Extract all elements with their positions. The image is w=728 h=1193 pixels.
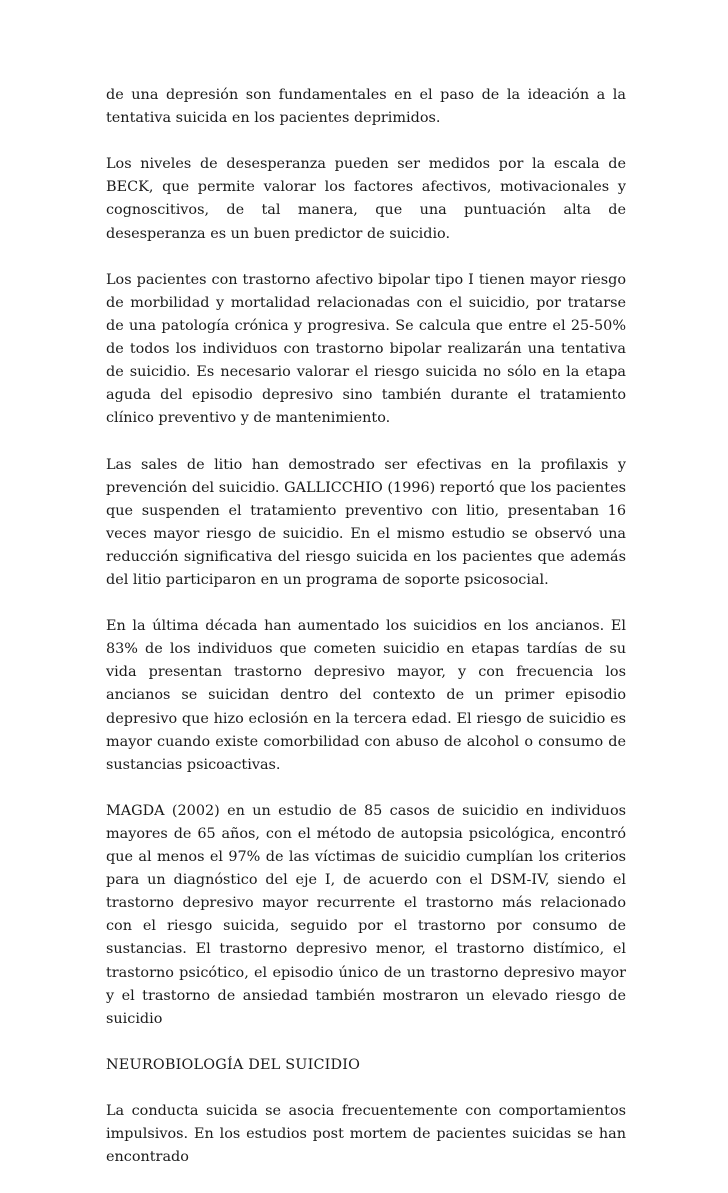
paragraph-suicidio-ancianos: En la última década han aumentado los suicidios en los ancianos. El 83% de los individuos que cometen suicidio en etapas tardías de su vida presentan trastorno depresivo mayor, y con frecuencia los ancianos se suicidan dentro del contexto de un primer episodio depresivo que hizo eclosión en la tercera edad. El riesgo de suicidio es mayor cuando existe comorbilidad con abuso de alcohol o consumo de sustancias psicoactivas. — [106, 618, 626, 773]
paragraph-estudio-magda: MAGDA (2002) en un estudio de 85 casos de suicidio en individuos mayores de 65 años, con el método de autopsia psicológica, encontró que al menos el 97% de las víctimas de suicidio cumplían los criterios para un diagnóstico del eje I, de acuerdo con el DSM-IV, siendo el trastorno depresivo mayor recurrente el trastorno más relacionado con el riesgo suicida, seguido por el trastorno por consumo de sustancias. El trastorno depresivo menor, el trastorno distímico, el trastorno psicótico, el episodio único de un trastorno depresivo mayor y el trastorno de ansiedad también mostraron un elevado riesgo de suicidio — [106, 802, 626, 1027]
paragraph-trastorno-bipolar: Los pacientes con trastorno afectivo bipolar tipo I tienen mayor riesgo de morbilidad y mortalidad relacionadas con el suicidio, por tratarse de una patología crónica y progresiva. Se calcula que entre el 25-50% de todos los individuos con trastorno bipolar realizarán una tentativa de suicidio. Es necesario valorar el riesgo suicida no sólo en la etapa aguda del episodio depresivo sino también durante el tratamiento clínico preventivo y de mantenimiento. — [106, 271, 626, 427]
paragraph-conducta-impulsiva: La conducta suicida se asocia frecuentemente con comportamientos impulsivos. En los estudios post mortem de pacientes suicidas se han encontrado — [106, 1103, 626, 1166]
section-heading-neurobiologia: NEUROBIOLOGÍA DEL SUICIDIO — [106, 1056, 361, 1073]
document-page — [106, 84, 626, 1193]
paragraph-depresion-ideacion: de una depresión son fundamentales en el paso de la ideación a la tentativa suicida en los pacientes deprimidos. — [106, 87, 626, 127]
paragraph-escala-beck: Los niveles de desesperanza pueden ser medidos por la escala de BECK, que permite valorar los factores afectivos, motivacionales y cognoscitivos, de tal manera, que una puntuación alta de desesperanza es un buen predictor de suicidio. — [106, 156, 626, 242]
paragraph-sales-litio: Las sales de litio han demostrado ser efectivas en la profilaxis y prevención del suicidio. GALLICCHIO (1996) reportó que los pacientes que suspenden el tratamiento preventivo con litio, presentaban 16 veces mayor riesgo de suicidio. En el mismo estudio se observó una reducción significativa del riesgo suicida en los pacientes que además del litio participaron en un programa de soporte psicosocial. — [106, 456, 626, 588]
